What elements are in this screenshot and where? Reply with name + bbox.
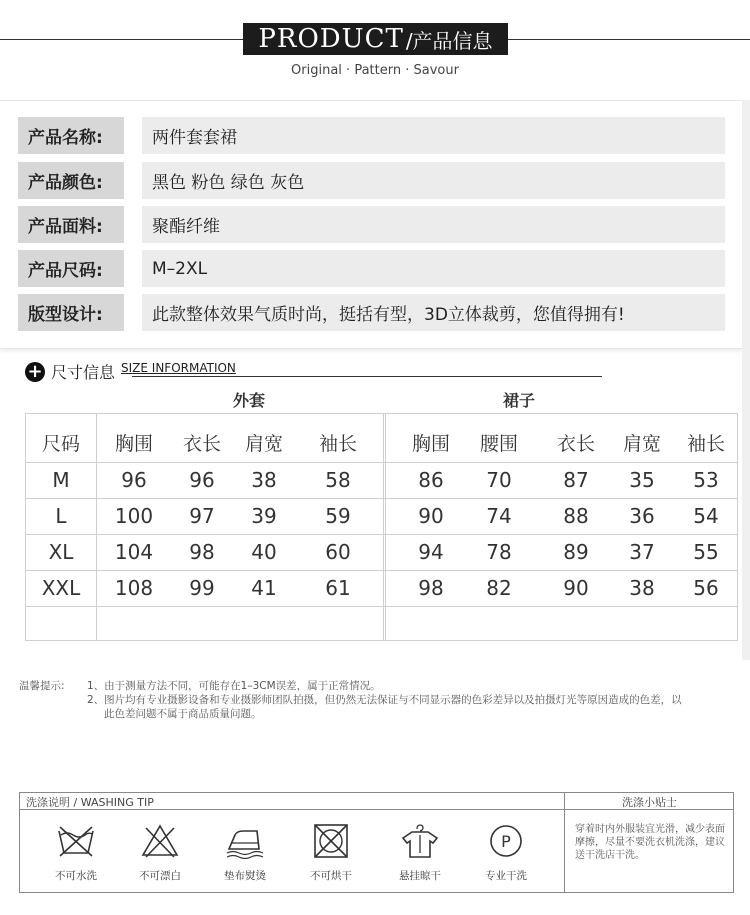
- table-cell: 104: [114, 540, 154, 564]
- svg-text:P: P: [501, 832, 511, 851]
- info-row-name: [18, 117, 725, 154]
- group-label-jacket: 外套: [233, 391, 266, 410]
- info-label: 产品颜色:: [18, 162, 124, 199]
- info-label: 产品名称:: [18, 117, 124, 154]
- table-cell: 98: [189, 540, 215, 564]
- table-header-cell: 衣长: [182, 432, 221, 455]
- table-cell: 36: [629, 504, 655, 528]
- info-row-design: [18, 294, 725, 331]
- table-cell: 41: [251, 576, 277, 600]
- table-cell: 61: [325, 576, 351, 600]
- table-cell: 96: [189, 468, 215, 492]
- washing-title: 洗涤说明 / WASHING TIP: [26, 796, 154, 809]
- table-header-cell: 袖长: [318, 432, 357, 455]
- washing-tip-text: 穿着时内外服装宜光滑，减少表面摩擦，尽量不要洗衣机洗涤，建议送干洗店干洗。: [575, 824, 725, 861]
- tips-line-3: 此色差问题不属于商品质量问题。: [104, 708, 262, 720]
- table-header-cell: 胸围: [114, 432, 153, 455]
- page-subtitle: Original · Pattern · Savour: [291, 63, 459, 78]
- table-cell: 82: [486, 576, 512, 600]
- table-cell: 70: [486, 468, 512, 492]
- size-table: [25, 413, 738, 641]
- table-cell: 98: [418, 576, 444, 600]
- table-cell: 94: [418, 540, 444, 564]
- table-cell: 56: [693, 576, 719, 600]
- icon-label: 不可水洗: [55, 870, 97, 882]
- table-cell: 74: [486, 504, 512, 528]
- tips-line-2: 2、图片均有专业摄影设备和专业摄影师团队拍摄，但仍然无法保证与不同显示器的色彩差异以及拍摄灯光等原因造成的色差，以: [87, 694, 682, 706]
- table-cell: 78: [486, 540, 512, 564]
- table-divider: [383, 414, 384, 640]
- table-cell: 54: [693, 504, 719, 528]
- table-divider: [96, 414, 97, 640]
- dry-clean-icon: [486, 823, 526, 859]
- table-cell: 87: [563, 468, 589, 492]
- no-tumble-dry-icon: [311, 823, 351, 859]
- info-row-size: [18, 250, 725, 287]
- table-cell: 97: [189, 504, 215, 528]
- info-value: 黑色 粉色 绿色 灰色: [142, 162, 725, 199]
- table-cell: 100: [114, 504, 154, 528]
- table-header-cell: 腰围: [479, 432, 518, 455]
- table-cell: 39: [251, 504, 277, 528]
- header-line-left: [0, 39, 243, 40]
- plus-icon: +: [25, 362, 45, 382]
- table-cell: 90: [563, 576, 589, 600]
- table-cell: 88: [563, 504, 589, 528]
- table-cell: 90: [418, 504, 444, 528]
- table-cell: 58: [325, 468, 351, 492]
- table-header-cell: 衣长: [556, 432, 595, 455]
- info-value: 两件套套裙: [142, 117, 725, 154]
- table-divider: [26, 606, 737, 607]
- table-header-cell: 肩宽: [622, 432, 661, 455]
- table-cell: 86: [418, 468, 444, 492]
- size-info-heading: [25, 360, 236, 383]
- table-header-cell: 肩宽: [244, 432, 283, 455]
- table-cell: 89: [563, 540, 589, 564]
- icon-label: 不可漂白: [139, 870, 181, 882]
- table-cell: 96: [121, 468, 147, 492]
- title-en: PRODUCT: [258, 24, 404, 54]
- info-label: 产品尺码:: [18, 250, 124, 287]
- table-cell: 37: [629, 540, 655, 564]
- size-heading-line: [132, 376, 602, 377]
- size-info-title-en: SIZE INFORMATION: [121, 360, 236, 375]
- info-row-color: [18, 162, 725, 199]
- icon-label: 专业干洗: [485, 870, 527, 882]
- table-cell-size: M: [52, 468, 70, 492]
- size-info-title: 尺寸信息: [51, 363, 116, 382]
- info-value: 此款整体效果气质时尚，挺括有型，3D立体裁剪，您值得拥有!: [142, 294, 725, 331]
- page-title: [243, 23, 508, 55]
- no-wash-icon: [56, 823, 96, 859]
- iron-with-cloth-icon: [225, 823, 265, 859]
- icon-label: 不可烘干: [310, 870, 352, 882]
- table-cell: 53: [693, 468, 719, 492]
- right-edge-shade: [742, 100, 750, 660]
- table-cell: 38: [629, 576, 655, 600]
- table-cell: 59: [325, 504, 351, 528]
- table-cell: 55: [693, 540, 719, 564]
- table-cell: 35: [629, 468, 655, 492]
- title-cn: /产品信息: [405, 28, 493, 53]
- table-header-cell: 尺码: [41, 432, 80, 455]
- info-value: 聚酯纤维: [142, 206, 725, 243]
- table-header-cell: 胸围: [411, 432, 450, 455]
- washing-section: [19, 792, 734, 893]
- table-cell-size: L: [55, 504, 67, 528]
- info-label: 版型设计:: [18, 294, 124, 331]
- washing-tip-title: 洗涤小贴士: [622, 796, 677, 809]
- tips-line-1: 1、由于测量方法不同，可能存在1–3CM误差，属于正常情况。: [87, 680, 381, 692]
- info-value: M–2XL: [142, 250, 725, 287]
- tips-label: 温馨提示:: [19, 680, 65, 692]
- hang-dry-icon: [400, 823, 440, 859]
- icon-label: 垫布熨烫: [224, 870, 266, 882]
- table-cell: 108: [114, 576, 154, 600]
- group-label-skirt: 裙子: [503, 391, 536, 410]
- table-cell: 40: [251, 540, 277, 564]
- table-cell: 60: [325, 540, 351, 564]
- no-bleach-icon: [140, 823, 180, 859]
- icon-label: 悬挂晾干: [399, 870, 441, 882]
- table-cell-size: XL: [48, 540, 74, 564]
- table-cell-size: XXL: [41, 576, 81, 600]
- header-line-right: [508, 39, 750, 40]
- info-row-fabric: [18, 206, 725, 243]
- table-divider: [385, 414, 386, 640]
- table-header-cell: 袖长: [686, 432, 725, 455]
- info-label: 产品面料:: [18, 206, 124, 243]
- table-cell: 99: [189, 576, 215, 600]
- table-cell: 38: [251, 468, 277, 492]
